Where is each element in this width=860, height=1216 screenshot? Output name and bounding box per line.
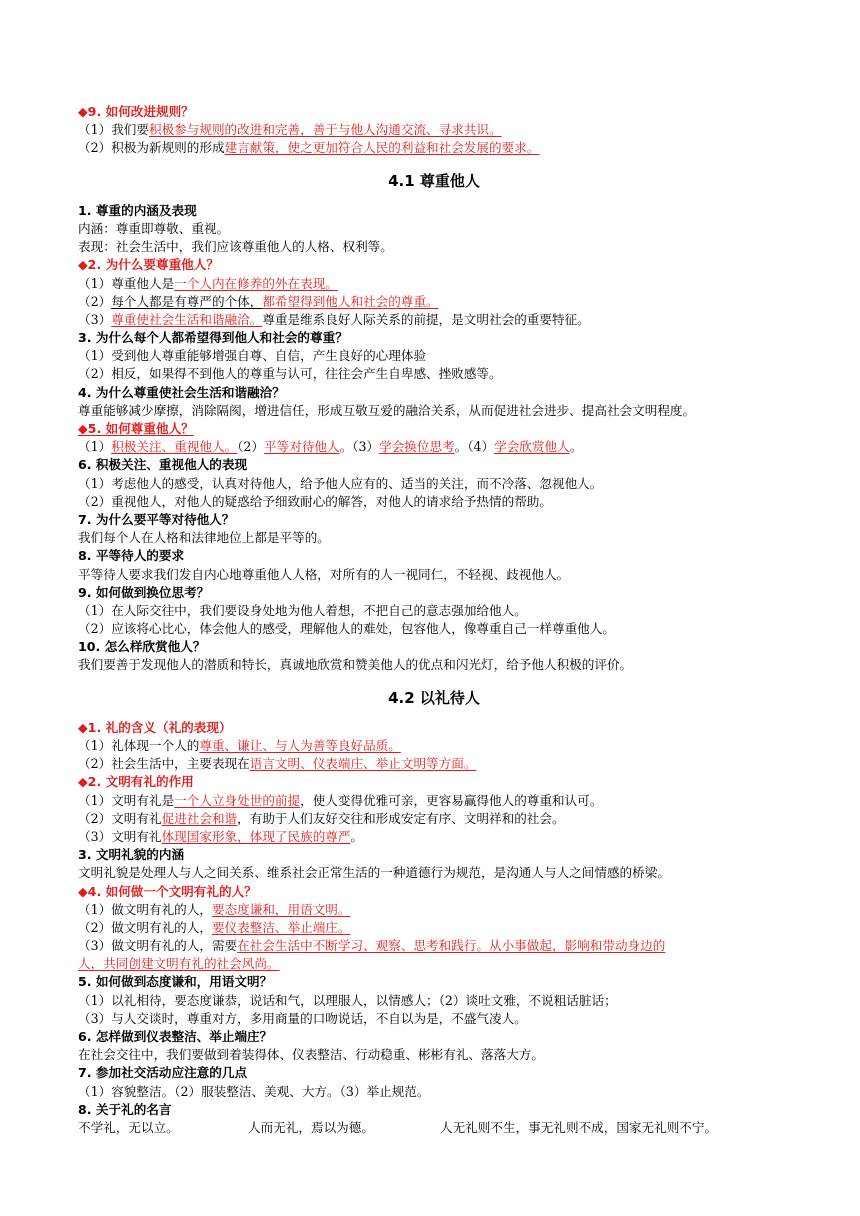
answer-line [78,121,790,139]
key-point: 体现国家形象，体现了民族的尊严 [161,828,351,844]
key-point: 尊重使社会生活和谐融洽。 [111,311,263,327]
key-point: 学会换位思考 [379,439,455,455]
quotes-line [78,1119,790,1137]
text: 。 [350,828,364,844]
answer-line: 尊重能够减少摩擦，消除隔阂，增进信任，形成互敬互爱的融洽关系，从而促进社会进步、提高社会文明程度。 [78,402,696,418]
question-heading: 7. 参加社交活动应注意的几点 [78,1065,248,1081]
section-title: 4.2 以礼待人 [388,688,480,707]
answer-line [78,438,790,456]
text: （1）我们要 [78,122,149,138]
answer-line [78,919,790,937]
text: （3）做文明有礼的人，需要 [78,938,238,954]
question-heading: 6. 积极关注、重视他人的表现 [78,457,248,473]
key-point: 要态度谦和，用语文明。 [211,901,351,917]
text: （2）做文明有礼的人， [78,919,212,935]
document-page [78,103,790,1137]
key-point: 尊重、谦让、与人为善等良好品质。 [199,738,401,753]
key-point: 在社会生活中不断学习、观察、思考和践行。从小事做起，影响和带动身边的 [237,938,666,954]
text: （1）文明有礼是 [78,792,175,808]
answer-line: （3）与人交谈时，尊重对方，多用商量的口吻说话，不自以为是，不盛气凌人。 [78,1010,527,1026]
answer-line: 内涵：尊重即尊敬、重视。 [78,220,230,236]
answer-line [78,737,790,755]
key-point: 要仪表整洁、举止端庄。 [211,919,351,935]
answer-line: 我们每个人在人格和法律地位上都是平等的。 [78,530,330,546]
answer-line: 表现：社会生活中，我们应该尊重他人的人格、权利等。 [78,239,393,255]
answer-line [78,792,790,810]
answer-line: 我们要善于发现他人的潜质和特长，真诚地欣赏和赞美他人的优点和闪光灯，给予他人积极的评价。 [78,657,633,673]
text: （2）文明有礼 [78,810,162,826]
text: （1）尊重他人是 [78,275,175,291]
question-heading: 8. 关于礼的名言 [78,1101,172,1117]
answer-line: （1）以礼相待，要态度谦恭，说话和气，以理服人，以情感人；（2）谈吐文雅，不说粗话脏话； [78,992,617,1008]
question-heading: 1. 尊重的内涵及表现 [78,202,197,218]
text: （2） [78,293,112,309]
question-heading: 8. 平等待人的要求 [78,548,185,564]
question-heading: ◆9. 如何改进规则？ [78,104,194,119]
text: 。（4） [454,439,495,455]
question-heading: ◆4. 如何做一个文明有礼的人？ [78,883,257,899]
question-heading: ◆1. 礼的含义（礼的表现） [78,719,232,735]
quote: 不学礼，无以立。 [78,1119,179,1135]
section-title: 4.1 尊重他人 [388,171,480,190]
answer-line [78,755,790,773]
key-point: 一个人立身处世的前提 [174,792,301,808]
question-heading: ◆2. 文明有礼的作用 [78,774,194,790]
answer-line: （1）受到他人尊重能够增强自尊、自信，产生良好的心理体验 [78,348,427,364]
answer-line: 平等待人要求我们发自内心地尊重他人人格，对所有的人一视同仁，不轻视、歧视他人。 [78,566,570,582]
text: （2）社会生活中，主要表现在 [78,756,250,772]
answer-line: （2）重视他人，对他人的疑惑给予细致耐心的解答，对他人的请求给予热情的帮助。 [78,493,552,509]
question-heading: ◆5. 如何尊重他人？ [78,421,194,436]
text: 。 [569,439,583,455]
answer-line [78,293,790,311]
key-point: 平等对待他人 [264,439,340,455]
answer-line: 文明礼貌是处理人与人之间关系、维系社会正常生活的一种道德行为规范，是沟通人与人之间情感的桥梁。 [78,865,670,881]
answer-line: （1）容貌整洁。（2）服装整洁、美观、大方。（3）举止规范。 [78,1083,430,1099]
text: 尊重是维系良好人际关系的前提，是文明社会的重要特征。 [262,311,590,327]
text: （1）礼体现一个人的 [78,738,200,753]
text: （3） [78,311,112,327]
answer-line [78,275,790,293]
question-heading: 10. 怎么样欣赏他人？ [78,639,206,655]
text: （1） [78,439,112,455]
key-point: 积极关注、重视他人。 [111,439,238,455]
key-point: 都希望得到他人和社会的尊重。 [262,293,439,309]
text: （2）积极为新规则的形成 [78,140,225,156]
question-heading: 7. 为什么要平等对待他人？ [78,511,235,527]
text: 。（3） [339,439,380,455]
answer-line [78,139,790,157]
answer-line: （1）在人际交往中，我们要设身处地为他人着想，不把自己的意志强加给他人。 [78,602,527,618]
key-point: 促进社会和谐 [161,810,238,826]
answer-line [78,937,790,955]
key-point: 语言文明、仪表端庄、举止文明等方面。 [249,756,477,772]
question-heading: 9. 如何做到换位思考？ [78,584,210,600]
question-heading: 3. 为什么每个人都希望得到他人和社会的尊重？ [78,330,348,346]
key-point: 积极参与规则的改进和完善，善于与他人沟通交流、寻求共识。 [148,122,502,138]
key-point: 一个人内在修养的外在表现。 [174,275,338,291]
text: （2） [237,439,265,455]
question-heading: 4. 为什么尊重使社会生活和谐融洽？ [78,384,285,400]
key-point: 学会欣赏他人 [494,439,570,455]
underlined-text: 每个人都是有尊严的个体， [111,293,263,309]
answer-line: （2）相反，如果得不到他人的尊重与认可，往往会产生自卑感、挫败感等。 [78,366,502,382]
question-heading: ◆2. 为什么要尊重他人？ [78,257,219,273]
answer-line: 在社会交往中，我们要做到着装得体、仪表整洁、行动稳重、彬彬有礼、落落大方。 [78,1047,544,1063]
answer-line [78,311,790,329]
answer-line [78,810,790,828]
text: ，使人变得优雅可亲，更容易赢得他人的尊重和认可。 [300,792,603,808]
answer-line [78,901,790,919]
answer-line: （2）应该将心比心，体会他人的感受，理解他人的难处，包容他人，像尊重自己一样尊重他人。 [78,621,615,637]
text: （3）文明有礼 [78,828,162,844]
key-point: 建言献策，使之更加符合人民的利益和社会发展的要求。 [224,140,540,156]
question-heading: 6. 怎样做到仪表整洁、举止端庄？ [78,1029,273,1044]
answer-line [78,828,790,846]
text: （1）做文明有礼的人， [78,901,212,917]
quote: 人无礼则不生，事无礼则不成，国家无礼则不宁。 [440,1119,718,1135]
question-heading: 5. 如何做到态度谦和，用语文明？ [78,974,273,990]
answer-line: 人，共同创建文明有礼的社会风尚。 [78,956,280,972]
text: ，有助于人们友好交往和形成安定有序、文明祥和的社会。 [237,810,565,826]
question-heading: 3. 文明礼貌的内涵 [78,847,185,863]
quote: 人而无礼，焉以为德。 [248,1119,374,1135]
answer-line: （1）考虑他人的感受，认真对待他人，给予他人应有的、适当的关注，而不冷落、忽视他人。 [78,475,603,491]
